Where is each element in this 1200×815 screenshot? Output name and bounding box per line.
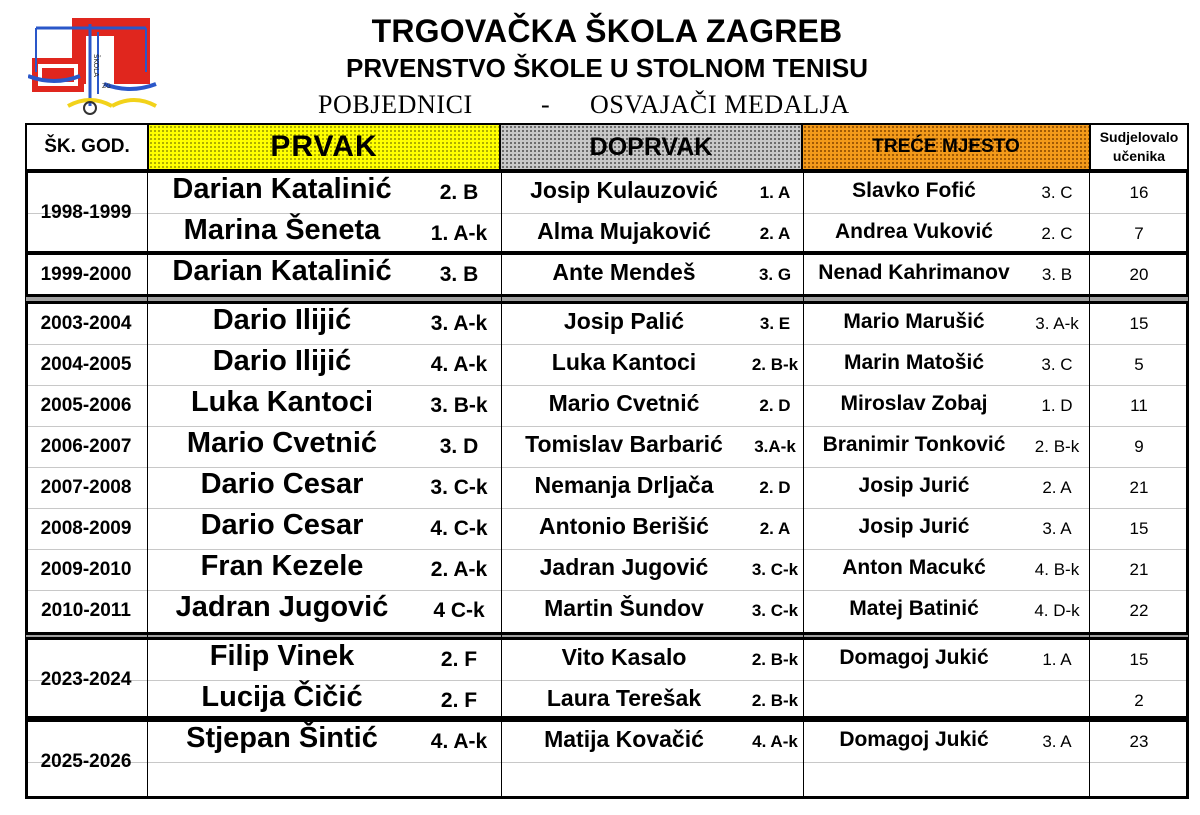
runner-up-name: Matija Kovačić — [544, 726, 704, 752]
runner-up-class: 2. B-k — [751, 649, 799, 669]
header-participants-line2: učenika — [1112, 148, 1166, 164]
runner-up-name — [501, 762, 747, 803]
champion-name: Dario Cesar — [200, 468, 364, 500]
season-year: 2009-2010 — [40, 558, 132, 580]
third-place-name: Matej Batinić — [849, 596, 979, 620]
table-row — [25, 303, 1189, 344]
season-year: 2005-2006 — [40, 394, 132, 416]
season-year: 2023-2024 — [40, 669, 132, 690]
table-row — [25, 385, 1189, 426]
runner-up-name: Josip Palić — [563, 308, 685, 334]
champion-class: 2. F — [440, 688, 478, 712]
runner-up-class: 3.A-k — [754, 436, 796, 456]
table-row — [25, 467, 1189, 508]
header-champion: PRVAK — [147, 123, 501, 171]
champion-name: Fran Kezele — [200, 550, 364, 582]
participant-count: 9 — [1134, 436, 1144, 456]
table-row — [25, 549, 1189, 590]
header-participants-line1: Sudjelovalo — [1099, 129, 1179, 145]
champion-class: 2. A-k — [430, 557, 488, 581]
header-year: ŠK. GOD. — [25, 123, 149, 171]
runner-up-class: 2. A — [759, 518, 791, 538]
third-place-class: 3. B — [1041, 264, 1073, 284]
season-year: 2008-2009 — [40, 517, 132, 539]
champion-class: 2. F — [440, 647, 478, 671]
participant-count: 15 — [1129, 518, 1149, 538]
participant-count: 20 — [1129, 264, 1149, 284]
third-place-class: 3. A — [1042, 518, 1072, 538]
season-year: 2025-2026 — [40, 751, 132, 772]
table-row — [25, 508, 1189, 549]
season-year: 2007-2008 — [40, 476, 132, 498]
champion-name: Jadran Jugović — [175, 591, 389, 623]
runner-up-class: 2. D — [759, 477, 791, 497]
participant-count — [1089, 762, 1189, 803]
third-place-class: 3. C — [1041, 182, 1073, 202]
champion-name: Dario Ilijić — [212, 304, 352, 336]
champion-class: 1. A-k — [430, 221, 488, 245]
season-year: 1998-1999 — [40, 202, 132, 223]
runner-up-name: Alma Mujaković — [537, 218, 711, 244]
runner-up-name: Vito Kasalo — [561, 644, 687, 670]
participant-count: 21 — [1129, 477, 1149, 497]
runner-up-class: 2. B-k — [751, 354, 799, 374]
runner-up-class: 3. G — [758, 264, 792, 284]
champion-name: Darian Katalinić — [172, 255, 392, 287]
champion-class: 4. A-k — [430, 729, 488, 753]
runner-up-name: Josip Kulauzović — [530, 177, 718, 203]
runner-up-class: 3. C-k — [751, 600, 799, 620]
third-place-class: 2. A — [1042, 477, 1072, 497]
third-place-name: Domagoj Jukić — [839, 645, 989, 669]
runner-up-name: Tomislav Barbarić — [525, 431, 723, 457]
runner-up-name: Nemanja Drljača — [534, 472, 714, 498]
third-place-class: 1. A — [1042, 649, 1072, 669]
header-participants — [1089, 123, 1189, 171]
champion-class: 3. A-k — [430, 311, 488, 335]
third-place-name: Josip Jurić — [858, 514, 970, 538]
runner-up-name: Luka Kantoci — [551, 349, 697, 375]
runner-up-class: 3. E — [759, 313, 791, 333]
subtitle-dash: - — [541, 90, 551, 119]
season-year: 2010-2011 — [41, 599, 131, 621]
third-place-name: Andrea Vuković — [835, 219, 993, 243]
third-place-name — [803, 762, 1025, 803]
champion-name: Darian Katalinić — [172, 173, 392, 205]
header-runner-up: DOPRVAK — [499, 123, 803, 171]
champion-name: Dario Ilijić — [212, 345, 352, 377]
champion-name: Luka Kantoci — [190, 386, 374, 418]
runner-up-name: Jadran Jugović — [539, 554, 709, 580]
champion-class: 4. C-k — [430, 516, 488, 540]
third-place-class: 3. A-k — [1035, 313, 1079, 333]
third-place-name: Slavko Fofić — [852, 178, 976, 202]
third-place-name: Miroslav Zobaj — [840, 391, 988, 415]
participant-count: 15 — [1129, 649, 1149, 669]
champion-class: 3. B-k — [430, 393, 488, 417]
third-place-name — [803, 680, 1025, 721]
champion-name: Marina Šeneta — [183, 214, 381, 246]
participant-count: 15 — [1129, 313, 1149, 333]
table-row — [25, 344, 1189, 385]
participant-count: 21 — [1129, 559, 1149, 579]
runner-up-class — [747, 762, 803, 803]
runner-up-name: Ante Mendeš — [552, 259, 696, 285]
champion-class — [417, 762, 501, 803]
third-place-name: Nenad Kahrimanov — [818, 260, 1010, 284]
third-place-name: Anton Macukć — [842, 555, 986, 579]
svg-text:ŠKOLA: ŠKOLA — [92, 54, 100, 78]
table-row — [25, 721, 1189, 762]
season-year: 2006-2007 — [40, 435, 132, 457]
table-row — [25, 762, 1189, 803]
table-row — [25, 254, 1189, 295]
third-place-name: Mario Marušić — [843, 309, 985, 333]
table-row — [25, 639, 1189, 680]
participant-count: 2 — [1134, 690, 1144, 710]
participant-count: 22 — [1129, 600, 1149, 620]
runner-up-class: 2. B-k — [751, 690, 799, 710]
champion-class: 4. A-k — [430, 352, 488, 376]
runner-up-class: 2. A — [759, 223, 791, 243]
runner-up-class: 2. D — [759, 395, 791, 415]
champion-class: 3. B — [439, 262, 479, 286]
table-row — [25, 426, 1189, 467]
third-place-name: Marin Matošić — [843, 350, 985, 374]
champion-class: 3. D — [439, 434, 479, 458]
header-third-place: TREĆE MJESTO — [801, 123, 1091, 171]
table-row — [25, 680, 1189, 721]
subtitle — [318, 90, 898, 122]
third-place-class: 3. A — [1042, 731, 1072, 751]
champion-name: Filip Vinek — [209, 640, 355, 672]
subtitle-winners: POBJEDNICI — [318, 90, 473, 119]
competition-title: PRVENSTVO ŠKOLE U STOLNOM TENISU — [346, 53, 868, 83]
champion-class: 2. B — [439, 180, 479, 204]
third-place-class: 2. B-k — [1034, 436, 1080, 456]
table-row — [25, 172, 1189, 213]
champion-name: Stjepan Šintić — [186, 722, 378, 754]
participant-count: 16 — [1129, 182, 1149, 202]
runner-up-name: Martin Šundov — [544, 595, 704, 621]
participant-count: 23 — [1129, 731, 1149, 751]
table-row — [25, 590, 1189, 631]
runner-up-class: 3. C-k — [751, 559, 799, 579]
third-place-class: 4. B-k — [1034, 559, 1080, 579]
champion-name — [147, 762, 417, 803]
runner-up-name: Mario Cvetnić — [548, 390, 700, 416]
participant-count: 11 — [1130, 395, 1148, 415]
champion-class: 4 C-k — [433, 598, 485, 622]
champion-name: Mario Cvetnić — [186, 427, 378, 459]
season-year: 1999-2000 — [40, 263, 132, 285]
season-year: 2003-2004 — [40, 312, 132, 334]
third-place-name: Domagoj Jukić — [839, 727, 989, 751]
third-place-class — [1025, 680, 1089, 721]
third-place-class: 2. C — [1041, 223, 1073, 243]
third-place-class — [1025, 762, 1089, 803]
champion-name: Dario Cesar — [200, 509, 364, 541]
champion-class: 3. C-k — [430, 475, 488, 499]
runner-up-name: Antonio Berišić — [539, 513, 709, 539]
participant-count: 7 — [1134, 223, 1144, 243]
season-year: 2004-2005 — [40, 353, 132, 375]
runner-up-name: Laura Terešak — [546, 685, 702, 711]
champion-name: Lucija Čičić — [201, 681, 363, 713]
third-place-class: 4. D-k — [1034, 600, 1080, 620]
third-place-class: 1. D — [1041, 395, 1073, 415]
runner-up-class: 4. A-k — [752, 731, 798, 751]
participant-count: 5 — [1134, 354, 1144, 374]
third-place-name: Josip Jurić — [858, 473, 970, 497]
school-title: TRGOVAČKA ŠKOLA ZAGREB — [371, 13, 843, 49]
runner-up-class: 1. A — [759, 182, 791, 202]
subtitle-medalists: OSVAJAČI MEDALJA — [590, 90, 850, 119]
third-place-name: Branimir Tonković — [822, 432, 1006, 456]
svg-text:ZG: ZG — [102, 83, 111, 90]
table-row — [25, 213, 1189, 254]
medal-table — [25, 123, 1189, 799]
third-place-class: 3. C — [1041, 354, 1073, 374]
